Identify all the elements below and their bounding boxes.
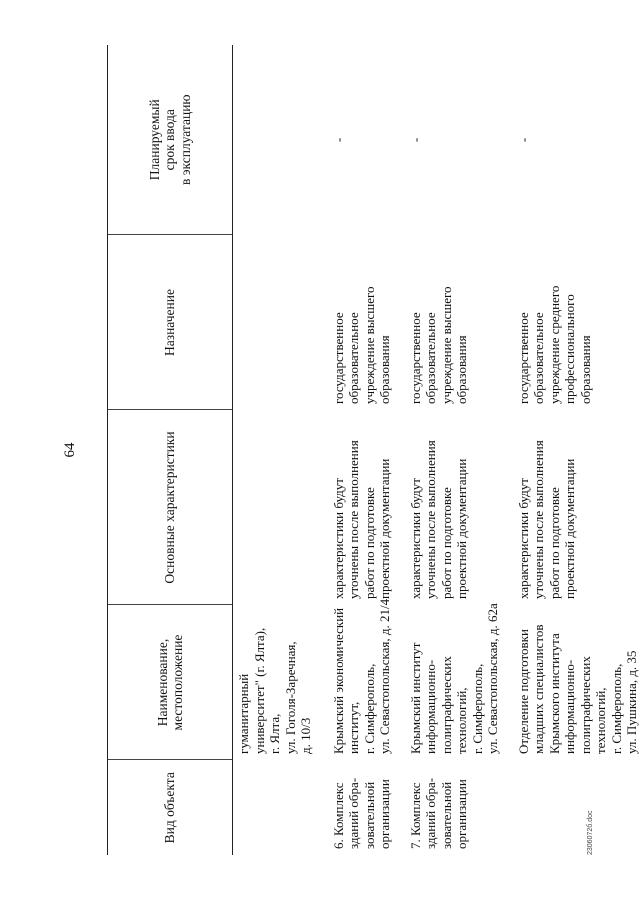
header-characteristics bbox=[108, 410, 233, 605]
cell-commissioning-date bbox=[408, 45, 516, 235]
table-row bbox=[516, 45, 640, 855]
cell-line: учреждение среднего bbox=[546, 285, 562, 404]
cell-commissioning-date bbox=[516, 45, 640, 235]
cell-purpose bbox=[331, 235, 408, 410]
cell-object-type bbox=[408, 760, 516, 855]
table-header-row bbox=[108, 45, 233, 855]
cell-object-type bbox=[516, 760, 640, 855]
cell-line: образования bbox=[377, 335, 392, 404]
cell-line: организации bbox=[377, 779, 392, 849]
cell-line: работ по подготовке bbox=[546, 487, 562, 599]
table-body bbox=[233, 45, 640, 855]
table-row bbox=[408, 45, 516, 855]
cell-object-type bbox=[233, 760, 331, 855]
cell-line: государственное bbox=[330, 312, 346, 404]
page-number: 64 bbox=[62, 442, 78, 458]
footer-file-id: 2306072б.doc bbox=[587, 810, 594, 855]
cell-commissioning-date bbox=[331, 45, 408, 235]
header-line: срок ввода bbox=[162, 109, 178, 171]
cell-line: характеристики будут bbox=[515, 478, 531, 599]
cell-line: информационно- bbox=[423, 659, 438, 754]
cell-line: проектной документации bbox=[454, 458, 469, 599]
cell-commissioning-date bbox=[233, 45, 331, 235]
cell-line: ул. Гоголя-Заречная, bbox=[282, 641, 298, 754]
cell-line: уточнены после выполнения bbox=[346, 440, 361, 599]
cell-line: проектной документации bbox=[377, 458, 392, 599]
cell-name-location bbox=[408, 605, 516, 760]
cell-line: - bbox=[330, 137, 346, 143]
header-line: Вид объекта bbox=[162, 772, 178, 844]
cell-line: проектной документации bbox=[562, 458, 577, 599]
cell-characteristics bbox=[331, 410, 408, 605]
cell-line: организации bbox=[454, 779, 469, 849]
cell-purpose bbox=[233, 235, 331, 410]
cell-line: г. Симферополь, bbox=[469, 663, 485, 754]
header-name-location bbox=[108, 605, 233, 760]
cell-line: профессионального bbox=[562, 294, 577, 404]
cell-line: учреждение высшего bbox=[438, 286, 454, 404]
header-line: Планируемый bbox=[146, 99, 162, 181]
header-line: Основные характеристики bbox=[162, 431, 178, 584]
header-line: Назначение bbox=[162, 289, 178, 356]
table-row bbox=[331, 45, 408, 855]
cell-line: образовательное bbox=[423, 312, 438, 404]
cell-line: ул. Севастопольская, д. 21/4 bbox=[377, 598, 392, 754]
cell-line: уточнены после выполнения bbox=[423, 440, 438, 599]
cell-line: характеристики будут bbox=[407, 478, 423, 599]
cell-line: г. Симферополь, bbox=[608, 663, 624, 754]
cell-line: образования bbox=[577, 335, 593, 404]
cell-line: полиграфических bbox=[577, 656, 593, 754]
cell-line: характеристики будут bbox=[330, 478, 346, 599]
cell-line: Крымского института bbox=[546, 633, 562, 754]
cell-line: гуманитарный bbox=[236, 673, 251, 754]
cell-line: информационно- bbox=[562, 659, 577, 754]
cell-name-location bbox=[330, 598, 408, 760]
cell-line: государственное bbox=[515, 312, 531, 404]
cell-line: образования bbox=[454, 335, 469, 404]
cell-line: зданий обра- bbox=[423, 777, 438, 849]
cell-object-type bbox=[331, 760, 408, 855]
cell-line: работ по подготовке bbox=[361, 487, 377, 599]
header-purpose bbox=[108, 235, 233, 410]
cell-line: уточнены после выполнения bbox=[531, 440, 546, 599]
cell-line: г. Симферополь, bbox=[361, 663, 377, 754]
cell-line: университет" (г. Ялта), bbox=[251, 627, 267, 754]
cell-line: зданий обра- bbox=[346, 777, 361, 849]
cell-line: 6. Комплекс bbox=[330, 782, 346, 849]
cell-line: работ по подготовке bbox=[438, 487, 454, 599]
cell-line: д. 10/3 bbox=[298, 717, 313, 754]
cell-characteristics bbox=[516, 410, 640, 605]
cell-characteristics bbox=[233, 410, 331, 605]
cell-line: ул. Пушкина, д. 35 bbox=[624, 650, 639, 754]
header-line: в эксплуатацию bbox=[177, 94, 193, 186]
cell-line: образовательное bbox=[346, 312, 361, 404]
header-line: местоположение bbox=[170, 634, 185, 731]
header-line: Наименование, bbox=[154, 638, 170, 727]
cell-line: зовательной bbox=[361, 781, 377, 849]
header-object-type bbox=[108, 760, 233, 855]
objects-table bbox=[107, 45, 640, 855]
rotated-page bbox=[60, 45, 639, 855]
cell-line: ул. Севастопольская, д. 62а bbox=[485, 603, 500, 754]
cell-line: учреждение высшего bbox=[361, 286, 377, 404]
cell-line: государственное bbox=[407, 312, 423, 404]
cell-name-location bbox=[233, 605, 331, 760]
cell-line: зовательной bbox=[438, 781, 454, 849]
header-commissioning-date bbox=[108, 45, 233, 235]
cell-line: образовательное bbox=[531, 312, 546, 404]
cell-line: Крымский экономический bbox=[330, 607, 346, 754]
cell-purpose bbox=[408, 235, 516, 410]
cell-line: полиграфических bbox=[438, 656, 454, 754]
cell-characteristics bbox=[408, 410, 516, 605]
cell-line: технологий, bbox=[593, 687, 608, 754]
cell-purpose bbox=[516, 235, 640, 410]
cell-name-location bbox=[516, 605, 640, 760]
cell-line: - bbox=[407, 137, 423, 143]
cell-line: г. Ялта, bbox=[267, 713, 282, 754]
cell-line: младших специалистов bbox=[531, 624, 546, 754]
cell-line: Отделение подготовки bbox=[515, 629, 531, 754]
cell-line: - bbox=[515, 137, 531, 143]
cell-line: 7. Комплекс bbox=[407, 782, 423, 849]
cell-line: Крымский институт bbox=[407, 642, 423, 754]
cell-line: институт, bbox=[346, 701, 361, 754]
table-row bbox=[233, 45, 331, 855]
cell-line: технологий, bbox=[454, 687, 469, 754]
